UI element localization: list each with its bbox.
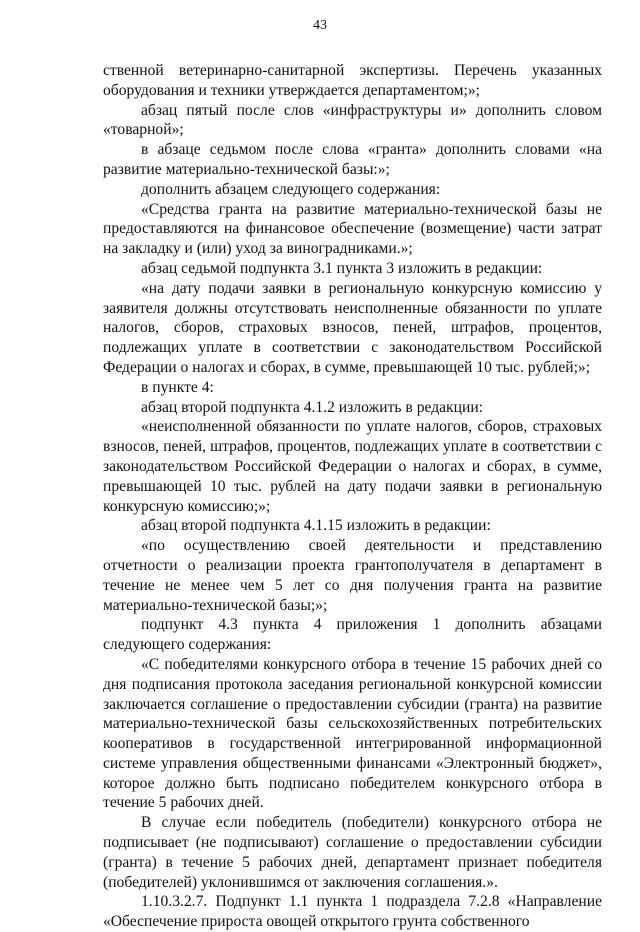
- paragraph: абзац второй подпункта 4.1.15 изложить в редакции:: [141, 517, 491, 535]
- paragraph: В случае если победитель (победители) конкурсного отбора не подписывает (не подписывают) соглашение о предоставлении субсидии (гранта) в течение 5 рабочих дней, департамент признает победителя (победителей) уклонившимся от заключения соглашения.».: [103, 814, 602, 891]
- paragraph: абзац пятый после слов «инфраструктуры и» дополнить словом «товарной»;: [103, 101, 602, 139]
- paragraph: «Средства гранта на развитие материально-технической базы не предоставляются на финансовое обеспечение (возмещение) части затрат на закладку и (или) уход за виноградниками.»;: [103, 200, 602, 258]
- paragraph: «на дату подачи заявки в региональную конкурсную комиссию у заявителя должны отсутствовать неисполненные обязанности по уплате налогов, сборов, страховых взносов, пеней, штрафов, процентов, подлежащих уплате в соответствии с законодательством Российской Федерации о налогах и сборах, в сумме, превышающей 10 тыс. рублей;»;: [103, 279, 602, 376]
- paragraph: в пункте 4:: [141, 378, 214, 396]
- paragraph: «С победителями конкурсного отбора в течение 15 рабочих дней со дня подписания протокола заседания региональной конкурсной комиссии заключается соглашение о предоставлении субсидии (гранта) на развитие материально-технической базы сельскохозяйственных потребительских кооперативов в государственной интегрированной информационной системе управления общественными финансами «Электронный бюджет», которое должно быть подписано победителем конкурсного отбора в течение 5 рабочих дней.: [103, 655, 602, 812]
- paragraph: в абзаце седьмом после слова «гранта» дополнить словами «на развитие материально-технической базы:»;: [103, 141, 602, 178]
- paragraph: абзац второй подпункта 4.1.2 изложить в редакции:: [141, 398, 484, 416]
- document-body: [103, 61, 602, 932]
- paragraph: дополнить абзацем следующего содержания:: [141, 180, 441, 198]
- page-number: 43: [313, 18, 327, 33]
- paragraph: «неисполненной обязанности по уплате налогов, сборов, страховых взносов, пеней, штрафов, процентов, подлежащих уплате в соответствии с законодательством Российской Федерации о налогах и сборах, в сумме, превышающей 10 тыс. рублей на дату подачи заявки в региональную конкурсную комиссию;»;: [103, 418, 602, 515]
- paragraph: 1.10.3.2.7. Подпункт 1.1 пункта 1 подраздела 7.2.8 «Направление «Обеспечение прироста овощей открытого грунта собственного: [103, 893, 602, 931]
- paragraph: «по осуществлению своей деятельности и представлению отчетности о реализации проекта грантополучателя в департамент в течение не менее чем 5 лет со дня получения гранта на развитие материально-технической базы;»;: [103, 537, 602, 614]
- paragraph: подпункт 4.3 пункта 4 приложения 1 дополнить абзацами следующего содержания:: [103, 616, 602, 654]
- paragraph: ственной ветеринарно-санитарной экспертизы. Перечень указанных оборудования и техники утверждается департаментом;»;: [103, 62, 602, 99]
- paragraph: абзац седьмой подпункта 3.1 пункта 3 изложить в редакции:: [141, 259, 543, 277]
